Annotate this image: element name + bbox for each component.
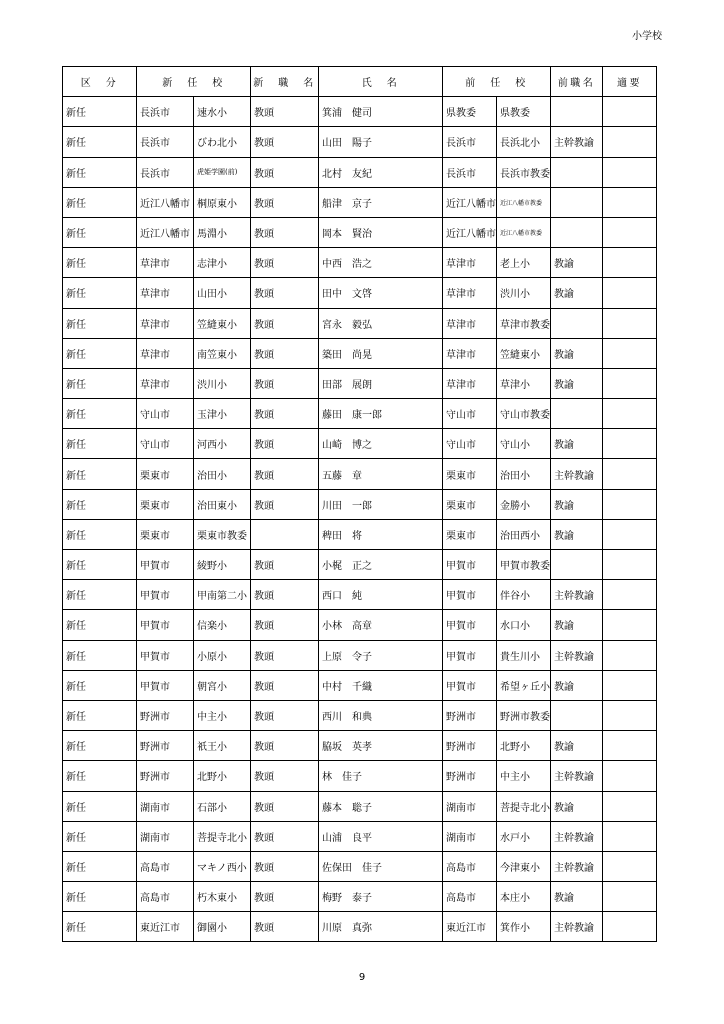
cell-new-city: 野洲市: [137, 700, 194, 730]
cell-category: 新任: [63, 97, 137, 127]
cell-person-name: 脇坂 英孝: [319, 731, 443, 761]
cell-new-position: 教頭: [251, 670, 319, 700]
cell-category: 新任: [63, 761, 137, 791]
cell-person-name: 林 佳子: [319, 761, 443, 791]
cell-person-name: 中村 千織: [319, 670, 443, 700]
cell-person-name: 山田 陽子: [319, 127, 443, 157]
cell-prev-position: 主幹教諭: [551, 640, 603, 670]
cell-person-name: 上原 令子: [319, 640, 443, 670]
cell-prev-position: [551, 550, 603, 580]
cell-prev-school: 箕作小: [497, 912, 551, 942]
cell-new-school: 桐原東小: [194, 187, 251, 217]
cell-remarks: [603, 157, 657, 187]
cell-prev-position: [551, 187, 603, 217]
cell-prev-school: 草津小: [497, 368, 551, 398]
cell-prev-school: 守山市教委: [497, 399, 551, 429]
cell-remarks: [603, 821, 657, 851]
cell-remarks: [603, 217, 657, 247]
cell-new-school: マキノ西小: [194, 851, 251, 881]
cell-remarks: [603, 459, 657, 489]
table-row: [63, 580, 657, 610]
cell-prev-position: 教諭: [551, 278, 603, 308]
cell-prev-position: [551, 308, 603, 338]
cell-new-position: 教頭: [251, 399, 319, 429]
table-row: [63, 338, 657, 368]
cell-prev-city: 長浜市: [443, 157, 497, 187]
cell-person-name: 川原 真弥: [319, 912, 443, 942]
cell-category: 新任: [63, 157, 137, 187]
table-header-row: [63, 67, 657, 97]
cell-person-name: 築田 尚晃: [319, 338, 443, 368]
cell-prev-position: 教諭: [551, 791, 603, 821]
cell-new-school: びわ北小: [194, 127, 251, 157]
cell-prev-school: 県教委: [497, 97, 551, 127]
cell-new-position: 教頭: [251, 278, 319, 308]
cell-new-school: 馬淵小: [194, 217, 251, 247]
cell-prev-position: 教諭: [551, 368, 603, 398]
cell-person-name: 箕浦 健司: [319, 97, 443, 127]
cell-new-school: 朝宮小: [194, 670, 251, 700]
cell-remarks: [603, 278, 657, 308]
cell-new-city: 野洲市: [137, 731, 194, 761]
table-row: [63, 640, 657, 670]
cell-category: 新任: [63, 821, 137, 851]
cell-new-school: 綾野小: [194, 550, 251, 580]
cell-new-school: 中主小: [194, 700, 251, 730]
table-row: [63, 97, 657, 127]
cell-remarks: [603, 882, 657, 912]
cell-new-position: 教頭: [251, 550, 319, 580]
cell-new-position: 教頭: [251, 217, 319, 247]
table-row: [63, 459, 657, 489]
table-row: [63, 308, 657, 338]
cell-new-position: 教頭: [251, 791, 319, 821]
table-row: [63, 550, 657, 580]
header-name: 氏 名: [319, 67, 443, 97]
cell-prev-city: 湖南市: [443, 821, 497, 851]
cell-prev-city: 東近江市: [443, 912, 497, 942]
cell-person-name: 田中 文啓: [319, 278, 443, 308]
cell-remarks: [603, 127, 657, 157]
cell-category: 新任: [63, 127, 137, 157]
cell-prev-school: 中主小: [497, 761, 551, 791]
cell-prev-school: 笠縫東小: [497, 338, 551, 368]
table-row: [63, 399, 657, 429]
cell-category: 新任: [63, 791, 137, 821]
cell-prev-position: 主幹教諭: [551, 912, 603, 942]
cell-prev-position: 主幹教諭: [551, 851, 603, 881]
cell-prev-school: 今津東小: [497, 851, 551, 881]
cell-new-city: 甲賀市: [137, 580, 194, 610]
cell-prev-city: 近江八幡市: [443, 187, 497, 217]
cell-prev-position: 教諭: [551, 338, 603, 368]
cell-category: 新任: [63, 429, 137, 459]
cell-new-school: 北野小: [194, 761, 251, 791]
cell-category: 新任: [63, 882, 137, 912]
table-row: [63, 368, 657, 398]
cell-new-city: 高島市: [137, 882, 194, 912]
cell-prev-school: 本庄小: [497, 882, 551, 912]
cell-new-school: 治田小: [194, 459, 251, 489]
cell-prev-city: 甲賀市: [443, 610, 497, 640]
table-row: [63, 278, 657, 308]
category-label: 小学校: [632, 31, 662, 42]
cell-prev-position: 教諭: [551, 429, 603, 459]
cell-new-position: 教頭: [251, 308, 319, 338]
cell-new-position: 教頭: [251, 97, 319, 127]
table-row: [63, 429, 657, 459]
cell-prev-position: 教諭: [551, 670, 603, 700]
cell-new-city: 栗東市: [137, 489, 194, 519]
cell-remarks: [603, 640, 657, 670]
cell-new-position: 教頭: [251, 127, 319, 157]
cell-new-position: 教頭: [251, 429, 319, 459]
cell-person-name: 西川 和典: [319, 700, 443, 730]
table-row: [63, 761, 657, 791]
cell-new-city: 守山市: [137, 429, 194, 459]
cell-new-position: 教頭: [251, 761, 319, 791]
cell-remarks: [603, 368, 657, 398]
table-row: [63, 670, 657, 700]
cell-prev-school: 老上小: [497, 248, 551, 278]
cell-prev-city: 県教委: [443, 97, 497, 127]
cell-new-school: 信楽小: [194, 610, 251, 640]
cell-remarks: [603, 700, 657, 730]
cell-prev-position: 主幹教諭: [551, 821, 603, 851]
cell-person-name: 佐保田 佳子: [319, 851, 443, 881]
cell-category: 新任: [63, 489, 137, 519]
cell-prev-school: 菩提寺北小: [497, 791, 551, 821]
cell-prev-school: 金勝小: [497, 489, 551, 519]
cell-new-city: 栗東市: [137, 459, 194, 489]
cell-prev-city: 高島市: [443, 882, 497, 912]
cell-category: 新任: [63, 550, 137, 580]
cell-new-city: 野洲市: [137, 761, 194, 791]
cell-prev-school: 長浜市教委: [497, 157, 551, 187]
cell-prev-school: 水口小: [497, 610, 551, 640]
cell-prev-city: 草津市: [443, 308, 497, 338]
cell-new-school: 治田東小: [194, 489, 251, 519]
table-row: [63, 248, 657, 278]
cell-prev-school: 希望ヶ丘小: [497, 670, 551, 700]
table-row: [63, 821, 657, 851]
cell-person-name: 山崎 博之: [319, 429, 443, 459]
cell-prev-position: 主幹教諭: [551, 580, 603, 610]
header-category: 区 分: [63, 67, 137, 97]
cell-prev-city: 高島市: [443, 851, 497, 881]
cell-new-school: 菩提寺北小: [194, 821, 251, 851]
table-row: [63, 489, 657, 519]
cell-new-school: 栗東市教委: [194, 519, 251, 549]
cell-remarks: [603, 308, 657, 338]
cell-prev-city: 草津市: [443, 338, 497, 368]
cell-category: 新任: [63, 670, 137, 700]
cell-category: 新任: [63, 851, 137, 881]
cell-new-school: 山田小: [194, 278, 251, 308]
cell-remarks: [603, 97, 657, 127]
cell-prev-city: 甲賀市: [443, 670, 497, 700]
cell-prev-city: 草津市: [443, 248, 497, 278]
cell-prev-position: [551, 157, 603, 187]
cell-new-city: 草津市: [137, 248, 194, 278]
cell-new-school: 虎姫学園(前): [194, 157, 251, 187]
cell-category: 新任: [63, 700, 137, 730]
cell-prev-city: 甲賀市: [443, 550, 497, 580]
cell-prev-city: 野洲市: [443, 700, 497, 730]
cell-new-position: 教頭: [251, 489, 319, 519]
cell-category: 新任: [63, 731, 137, 761]
cell-remarks: [603, 580, 657, 610]
cell-new-position: 教頭: [251, 912, 319, 942]
cell-remarks: [603, 248, 657, 278]
cell-new-school: 玉津小: [194, 399, 251, 429]
cell-prev-school: 野洲市教委: [497, 700, 551, 730]
cell-new-school: 御園小: [194, 912, 251, 942]
cell-prev-school: 治田小: [497, 459, 551, 489]
cell-person-name: 船津 京子: [319, 187, 443, 217]
cell-category: 新任: [63, 278, 137, 308]
cell-new-school: 祇王小: [194, 731, 251, 761]
cell-new-school: 南笠東小: [194, 338, 251, 368]
cell-prev-school: 伴谷小: [497, 580, 551, 610]
cell-new-city: 湖南市: [137, 791, 194, 821]
cell-prev-city: 甲賀市: [443, 580, 497, 610]
cell-prev-city: 守山市: [443, 429, 497, 459]
cell-person-name: 五藤 章: [319, 459, 443, 489]
cell-category: 新任: [63, 338, 137, 368]
cell-category: 新任: [63, 912, 137, 942]
cell-remarks: [603, 851, 657, 881]
table-body: [63, 97, 657, 942]
cell-category: 新任: [63, 640, 137, 670]
cell-category: 新任: [63, 399, 137, 429]
cell-new-school: 石部小: [194, 791, 251, 821]
cell-prev-position: [551, 700, 603, 730]
cell-person-name: 宮永 毅弘: [319, 308, 443, 338]
cell-new-city: 甲賀市: [137, 640, 194, 670]
cell-person-name: 小林 高章: [319, 610, 443, 640]
cell-new-position: 教頭: [251, 851, 319, 881]
cell-prev-school: 治田西小: [497, 519, 551, 549]
cell-prev-city: 栗東市: [443, 519, 497, 549]
cell-prev-position: [551, 399, 603, 429]
cell-prev-school: 甲賀市教委: [497, 550, 551, 580]
cell-new-position: 教頭: [251, 700, 319, 730]
cell-category: 新任: [63, 368, 137, 398]
table-row: [63, 912, 657, 942]
cell-person-name: 小梶 正之: [319, 550, 443, 580]
header-new-school: 新 任 校: [137, 67, 251, 97]
cell-prev-school: 渋川小: [497, 278, 551, 308]
cell-prev-position: [551, 217, 603, 247]
table-row: [63, 519, 657, 549]
cell-new-school: 小原小: [194, 640, 251, 670]
table-row: [63, 791, 657, 821]
cell-new-school: 河西小: [194, 429, 251, 459]
table-row: [63, 187, 657, 217]
cell-prev-school: 北野小: [497, 731, 551, 761]
cell-person-name: 藤本 聡子: [319, 791, 443, 821]
cell-category: 新任: [63, 217, 137, 247]
cell-prev-city: 近江八幡市: [443, 217, 497, 247]
cell-remarks: [603, 610, 657, 640]
cell-category: 新任: [63, 519, 137, 549]
cell-new-position: 教頭: [251, 459, 319, 489]
table-row: [63, 127, 657, 157]
cell-new-position: 教頭: [251, 248, 319, 278]
cell-new-school: 志津小: [194, 248, 251, 278]
header-previous-school: 前 任 校: [443, 67, 551, 97]
cell-remarks: [603, 761, 657, 791]
cell-new-position: 教頭: [251, 610, 319, 640]
table-row: [63, 882, 657, 912]
cell-new-position: 教頭: [251, 338, 319, 368]
cell-remarks: [603, 550, 657, 580]
cell-category: 新任: [63, 187, 137, 217]
cell-new-position: 教頭: [251, 368, 319, 398]
cell-person-name: 岡本 賢治: [319, 217, 443, 247]
cell-category: 新任: [63, 610, 137, 640]
cell-new-school: 朽木東小: [194, 882, 251, 912]
cell-new-position: 教頭: [251, 157, 319, 187]
cell-new-city: 長浜市: [137, 157, 194, 187]
cell-prev-city: 野洲市: [443, 731, 497, 761]
cell-person-name: 梅野 泰子: [319, 882, 443, 912]
cell-prev-city: 甲賀市: [443, 640, 497, 670]
cell-remarks: [603, 489, 657, 519]
header-previous-position: 前職名: [551, 67, 603, 97]
cell-new-city: 甲賀市: [137, 610, 194, 640]
cell-category: 新任: [63, 248, 137, 278]
cell-prev-school: 近江八幡市教委: [497, 187, 551, 217]
cell-new-city: 草津市: [137, 278, 194, 308]
cell-new-city: 甲賀市: [137, 550, 194, 580]
cell-prev-city: 守山市: [443, 399, 497, 429]
cell-remarks: [603, 429, 657, 459]
cell-new-position: 教頭: [251, 580, 319, 610]
cell-prev-school: 貴生川小: [497, 640, 551, 670]
cell-prev-city: 草津市: [443, 368, 497, 398]
header-remarks: 適要: [603, 67, 657, 97]
cell-new-city: 草津市: [137, 368, 194, 398]
cell-prev-school: 長浜北小: [497, 127, 551, 157]
table-row: [63, 700, 657, 730]
table-row: [63, 731, 657, 761]
cell-person-name: 山浦 良平: [319, 821, 443, 851]
cell-new-city: 近江八幡市: [137, 187, 194, 217]
cell-prev-school: 守山小: [497, 429, 551, 459]
cell-new-city: 近江八幡市: [137, 217, 194, 247]
cell-new-position: 教頭: [251, 821, 319, 851]
cell-new-position: [251, 519, 319, 549]
cell-prev-position: 主幹教諭: [551, 761, 603, 791]
cell-new-city: 高島市: [137, 851, 194, 881]
table-row: [63, 157, 657, 187]
cell-new-city: 栗東市: [137, 519, 194, 549]
cell-prev-position: 教諭: [551, 248, 603, 278]
cell-new-city: 守山市: [137, 399, 194, 429]
cell-prev-city: 栗東市: [443, 459, 497, 489]
cell-category: 新任: [63, 308, 137, 338]
table-row: [63, 610, 657, 640]
page-number: 9: [358, 972, 366, 983]
cell-person-name: 西口 純: [319, 580, 443, 610]
cell-person-name: 北村 友紀: [319, 157, 443, 187]
cell-remarks: [603, 731, 657, 761]
cell-new-position: 教頭: [251, 187, 319, 217]
cell-new-city: 長浜市: [137, 127, 194, 157]
cell-new-school: 渋川小: [194, 368, 251, 398]
table-row: [63, 851, 657, 881]
cell-prev-position: 教諭: [551, 519, 603, 549]
cell-remarks: [603, 791, 657, 821]
cell-new-school: 笠縫東小: [194, 308, 251, 338]
cell-new-position: 教頭: [251, 882, 319, 912]
cell-prev-city: 湖南市: [443, 791, 497, 821]
cell-new-school: 速水小: [194, 97, 251, 127]
cell-new-city: 甲賀市: [137, 670, 194, 700]
cell-remarks: [603, 338, 657, 368]
cell-new-position: 教頭: [251, 640, 319, 670]
cell-prev-position: 主幹教諭: [551, 459, 603, 489]
cell-prev-school: 草津市教委: [497, 308, 551, 338]
cell-person-name: 田部 展朗: [319, 368, 443, 398]
cell-prev-position: 教諭: [551, 610, 603, 640]
cell-prev-position: [551, 97, 603, 127]
cell-prev-city: 草津市: [443, 278, 497, 308]
cell-remarks: [603, 670, 657, 700]
cell-person-name: 中西 浩之: [319, 248, 443, 278]
cell-prev-city: 野洲市: [443, 761, 497, 791]
cell-prev-city: 長浜市: [443, 127, 497, 157]
cell-remarks: [603, 399, 657, 429]
cell-new-city: 草津市: [137, 338, 194, 368]
cell-category: 新任: [63, 580, 137, 610]
cell-prev-position: 教諭: [551, 489, 603, 519]
cell-person-name: 藤田 康一郎: [319, 399, 443, 429]
cell-prev-school: 近江八幡市教委: [497, 217, 551, 247]
cell-prev-position: 主幹教諭: [551, 127, 603, 157]
cell-prev-school: 水戸小: [497, 821, 551, 851]
cell-remarks: [603, 187, 657, 217]
cell-new-city: 草津市: [137, 308, 194, 338]
cell-new-city: 東近江市: [137, 912, 194, 942]
cell-new-position: 教頭: [251, 731, 319, 761]
cell-category: 新任: [63, 459, 137, 489]
cell-remarks: [603, 519, 657, 549]
cell-person-name: 川田 一郎: [319, 489, 443, 519]
cell-prev-position: 教諭: [551, 731, 603, 761]
cell-prev-position: 教諭: [551, 882, 603, 912]
header-new-position: 新 職 名: [251, 67, 319, 97]
cell-remarks: [603, 912, 657, 942]
cell-prev-city: 栗東市: [443, 489, 497, 519]
cell-new-city: 湖南市: [137, 821, 194, 851]
cell-new-city: 長浜市: [137, 97, 194, 127]
cell-person-name: 稗田 将: [319, 519, 443, 549]
table-row: [63, 217, 657, 247]
cell-new-school: 甲南第二小: [194, 580, 251, 610]
personnel-table: [62, 66, 657, 942]
